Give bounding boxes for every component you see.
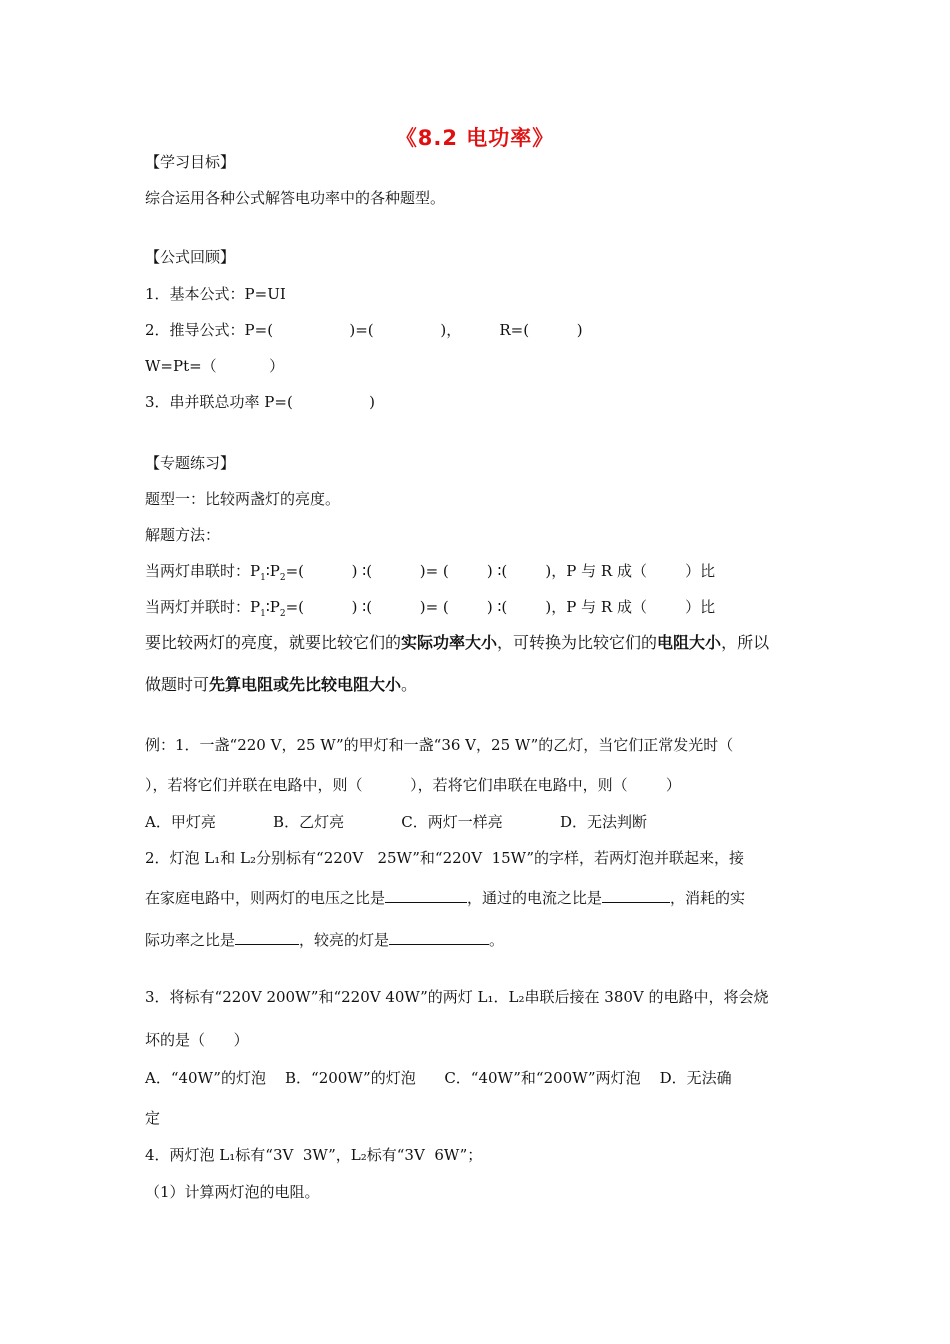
- q2-text: 。: [489, 931, 505, 949]
- question-3-line-2: 坏的是（ ）: [145, 1031, 249, 1049]
- question-4-sub-1: （1）计算两灯泡的电阻。: [145, 1183, 320, 1201]
- tip-bold-actual-power: 实际功率大小: [401, 633, 498, 652]
- ratio-colon: ∶P: [265, 562, 280, 580]
- question-3-line-1: 3．将标有“220V 200W”和“220V 40W”的两灯 L₁．L₂串联后接在 380V 的电路中，将会烧: [145, 988, 769, 1006]
- subscript-1: 1: [260, 573, 266, 583]
- series-ratio-line: [145, 561, 715, 588]
- answer-blank: [602, 888, 670, 903]
- tip-bold-resistance: 电阻大小: [657, 633, 722, 652]
- formula-derived: 2．推导公式：P=( )=( )， R=( ): [145, 321, 583, 339]
- tip-line-2: [145, 675, 417, 695]
- q2-text: 在家庭电路中，则两灯的电压之比是: [145, 889, 386, 907]
- question-3-options: A．“40W”的灯泡 B．“200W”的灯泡 C．“40W”和“200W”两灯泡 D．无法确: [145, 1069, 732, 1087]
- q2-text: ，较亮的灯是: [299, 931, 390, 949]
- subscript-2: 2: [279, 609, 286, 619]
- tip-bold-method: 先算电阻或先比较电阻大小: [209, 675, 402, 694]
- goal-text: 综合运用各种公式解答电功率中的各种题型。: [145, 189, 446, 207]
- q2-text: ，通过的电流之比是: [467, 889, 603, 907]
- answer-blank: [235, 930, 299, 945]
- ratio-colon: ∶P: [265, 598, 280, 616]
- example-1-line-1: 例：1．一盏“220 V，25 W”的甲灯和一盏“36 V，25 W”的乙灯，当它们正常发光时（: [145, 736, 734, 754]
- answer-blank: [389, 930, 489, 945]
- formula-work: W=Pt=（ ）: [145, 357, 285, 375]
- formula-total-power: 3．串并联总功率 P=( ): [145, 393, 375, 411]
- tip-text: 。: [401, 675, 418, 694]
- question-3-options-cont: 定: [145, 1109, 161, 1127]
- formula-basic: 1．基本公式：P=UI: [145, 285, 286, 303]
- q2-text: 际功率之比是: [145, 931, 236, 949]
- answer-blank: [385, 888, 467, 903]
- goal-heading: 【学习目标】: [145, 153, 236, 171]
- tip-text: ，所以: [721, 633, 770, 652]
- series-ratio-rest: =( ) ∶( )= ( ) ∶( )，P 与 R 成（ ）比: [285, 562, 716, 580]
- question-2-line-2: [145, 888, 745, 908]
- parallel-ratio-line: [145, 597, 715, 624]
- question-2-line-1: 2．灯泡 L₁和 L₂分别标有“220V 25W”和“220V 15W”的字样，若两灯泡并联起来，接: [145, 849, 745, 867]
- subscript-1: 1: [260, 609, 266, 619]
- tip-text: ，可转换为比较它们的: [497, 633, 658, 652]
- tip-line-1: [145, 633, 769, 653]
- series-prefix: 当两灯串联时：P: [145, 562, 261, 580]
- tip-text: 要比较两灯的亮度，就要比较它们的: [145, 633, 402, 652]
- type-one-title: 题型一：比较两盏灯的亮度。: [145, 490, 341, 508]
- parallel-ratio-rest: =( ) ∶( )= ( ) ∶( )，P 与 R 成（ ）比: [285, 598, 716, 616]
- subscript-2: 2: [279, 573, 286, 583]
- practice-heading: 【专题练习】: [145, 454, 236, 472]
- question-4-line-1: 4．两灯泡 L₁标有“3V 3W”，L₂标有“3V 6W”；: [145, 1146, 483, 1164]
- page-title: 《8.2 电功率》: [395, 126, 555, 150]
- example-1-line-2: ），若将它们并联在电路中，则（ ），若将它们串联在电路中，则（ ）: [145, 776, 681, 794]
- parallel-prefix: 当两灯并联时：P: [145, 598, 261, 616]
- method-label: 解题方法：: [145, 526, 221, 544]
- question-2-line-3: [145, 930, 504, 950]
- formula-heading: 【公式回顾】: [145, 248, 236, 266]
- q2-text: ，消耗的实: [670, 889, 746, 907]
- example-1-options: A．甲灯亮 B．乙灯亮 C．两灯一样亮 D．无法判断: [145, 813, 648, 831]
- tip-text: 做题时可: [145, 675, 210, 694]
